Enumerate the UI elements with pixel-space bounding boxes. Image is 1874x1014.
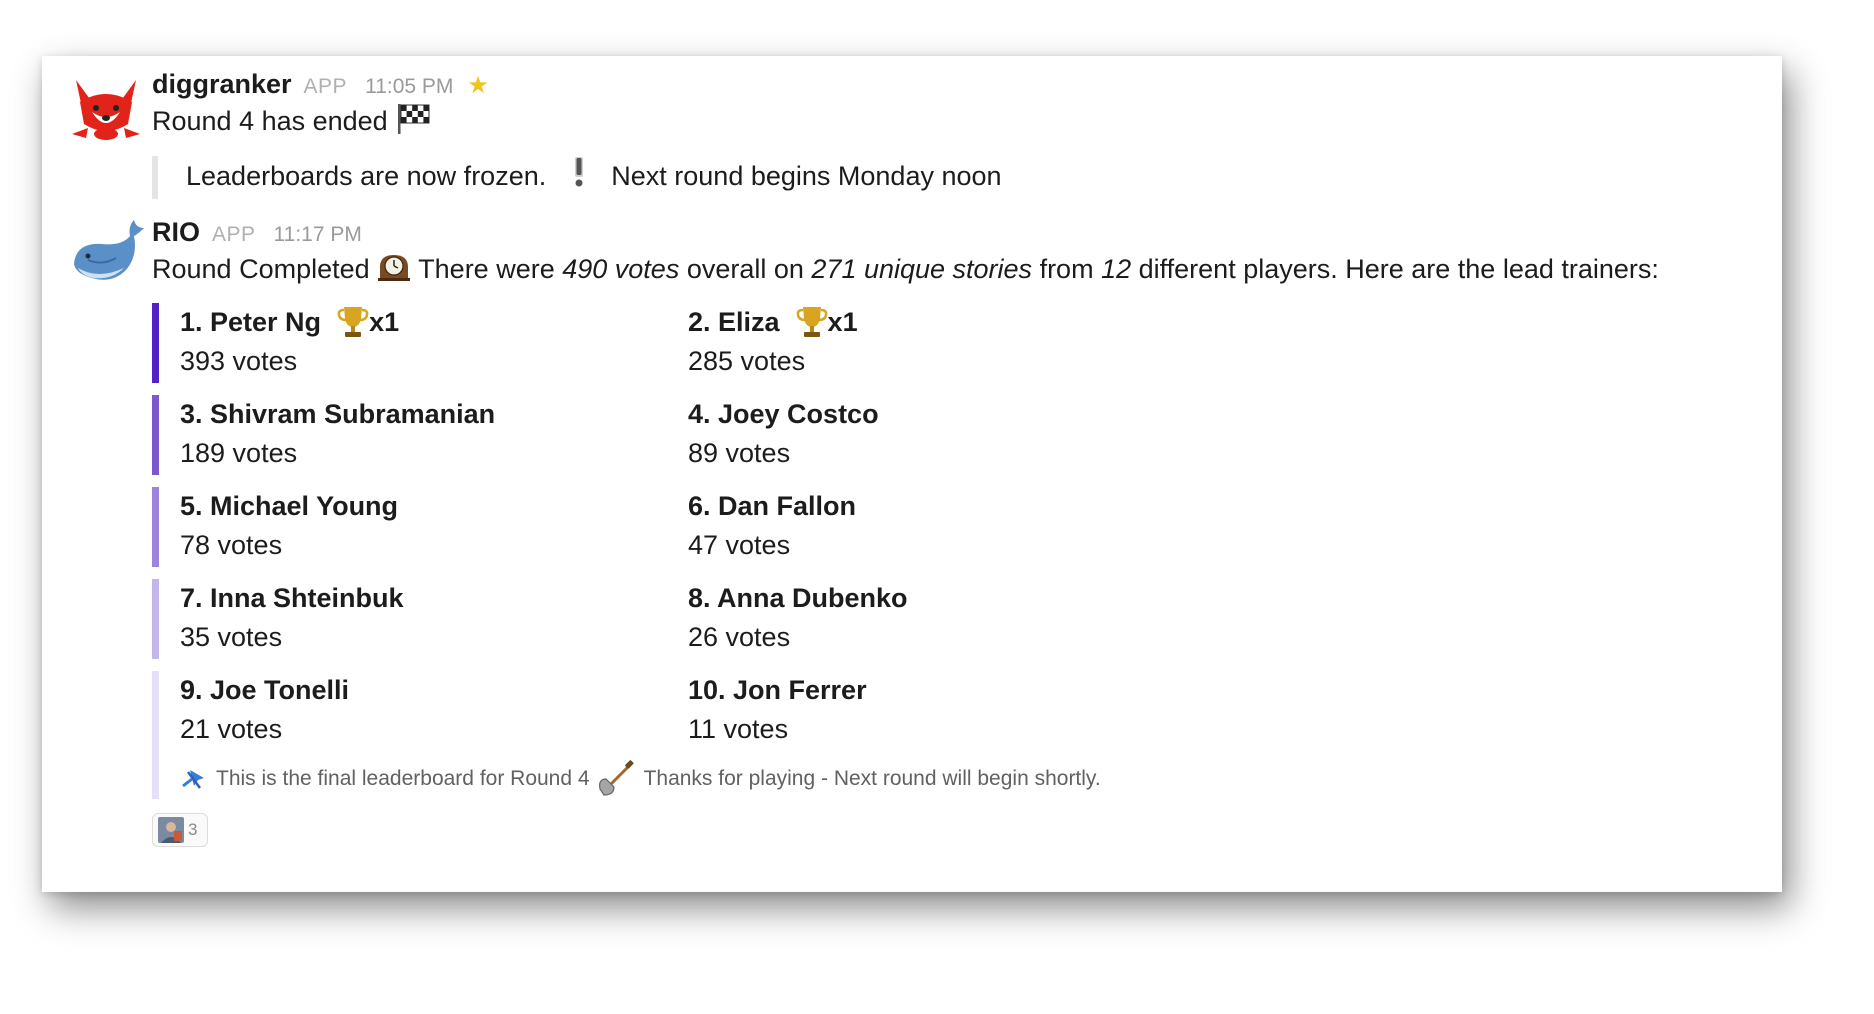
player-name: 1. Peter Ng [180, 306, 322, 337]
player-votes: 26 votes [688, 621, 791, 652]
trophy-count: x1 [827, 306, 858, 337]
whale-icon[interactable] [68, 214, 152, 298]
message-meta [152, 214, 1762, 250]
leaderboard-row [152, 395, 1762, 475]
exclamation-icon [572, 156, 586, 199]
leaderboard-row [152, 579, 1762, 659]
quote-text-next-round: Next round begins Monday noon [611, 161, 1002, 191]
text-fragment: different players. Here are the lead trainers: [1131, 254, 1659, 284]
player-name: 3. Shivram Subramanian [180, 398, 496, 429]
leaderboard-entry [180, 303, 399, 381]
quote-text-frozen: Leaderboards are now frozen. [186, 161, 547, 191]
leaderboard-entry [688, 395, 879, 473]
player-name: 2. Eliza [688, 306, 780, 337]
timestamp[interactable]: 11:05 PM [365, 75, 454, 98]
trophy-icon [796, 305, 828, 339]
fox-icon[interactable] [68, 72, 152, 156]
round-ended-text: Round 4 has ended [152, 106, 388, 137]
message-text [152, 250, 1762, 291]
player-votes: 189 votes [180, 437, 298, 468]
player-votes: 47 votes [688, 529, 791, 560]
leaderboard-entry [180, 579, 404, 657]
player-name: 8. Anna Dubenko [688, 582, 908, 613]
chat-panel [42, 56, 1782, 892]
leaderboard-row [152, 487, 1762, 567]
player-name: 7. Inna Shteinbuk [180, 582, 404, 613]
leaderboard-entry [180, 395, 495, 473]
username[interactable]: diggranker [152, 69, 292, 99]
reaction-pill[interactable] [152, 813, 208, 847]
app-badge: APP [303, 75, 348, 98]
player-name: 10. Jon Ferrer [688, 674, 867, 705]
checkered-flag-icon [395, 102, 431, 144]
shovel-icon [596, 759, 636, 799]
leaderboard-entry [688, 671, 867, 749]
player-votes: 393 votes [180, 345, 298, 376]
message-text [152, 102, 1762, 144]
player-votes: 35 votes [180, 621, 283, 652]
player-name: 4. Joey Costco [688, 398, 879, 429]
message-meta [152, 66, 1762, 102]
leaderboard [152, 303, 1762, 849]
text-fragment: from [1032, 254, 1102, 284]
player-name: 6. Dan Fallon [688, 490, 857, 521]
round-completed-text: Round Completed [152, 254, 370, 284]
players-count: 12 [1101, 254, 1132, 284]
unique-stories: 271 unique stories [811, 254, 1033, 284]
leaderboard-entry [180, 671, 349, 749]
pushpin-icon [180, 766, 208, 792]
user-avatar-icon [158, 817, 184, 843]
star-icon: ★ [467, 72, 489, 99]
leaderboard-entry [688, 579, 908, 657]
player-votes: 11 votes [688, 713, 789, 744]
trophy-icon [337, 305, 369, 339]
player-name: 5. Michael Young [180, 490, 399, 521]
text-fragment: There were [411, 254, 563, 284]
attachment-quote [152, 156, 1762, 199]
votes-overall: 490 votes [562, 254, 680, 284]
player-votes: 78 votes [180, 529, 283, 560]
leaderboard-row [152, 671, 1762, 799]
attachment-footer [180, 759, 1101, 799]
timestamp[interactable]: 11:17 PM [273, 223, 362, 246]
footer-text-thanks: Thanks for playing - Next round will begin shortly. [643, 766, 1101, 790]
player-votes: 89 votes [688, 437, 791, 468]
leaderboard-entry [688, 303, 858, 381]
username[interactable]: RIO [152, 217, 201, 247]
reaction-count: 3 [188, 819, 198, 839]
player-votes: 21 votes [180, 713, 283, 744]
app-badge: APP [212, 223, 256, 246]
text-fragment: overall on [679, 254, 812, 284]
leaderboard-entry [688, 487, 856, 565]
trophy-count: x1 [369, 306, 400, 337]
footer-text-final: This is the final leaderboard for Round 4 [216, 766, 590, 790]
player-votes: 285 votes [688, 345, 806, 376]
leaderboard-entry [180, 487, 398, 565]
player-name: 9. Joe Tonelli [180, 674, 350, 705]
mantelpiece-clock-icon [377, 251, 411, 291]
leaderboard-row [152, 303, 1762, 383]
